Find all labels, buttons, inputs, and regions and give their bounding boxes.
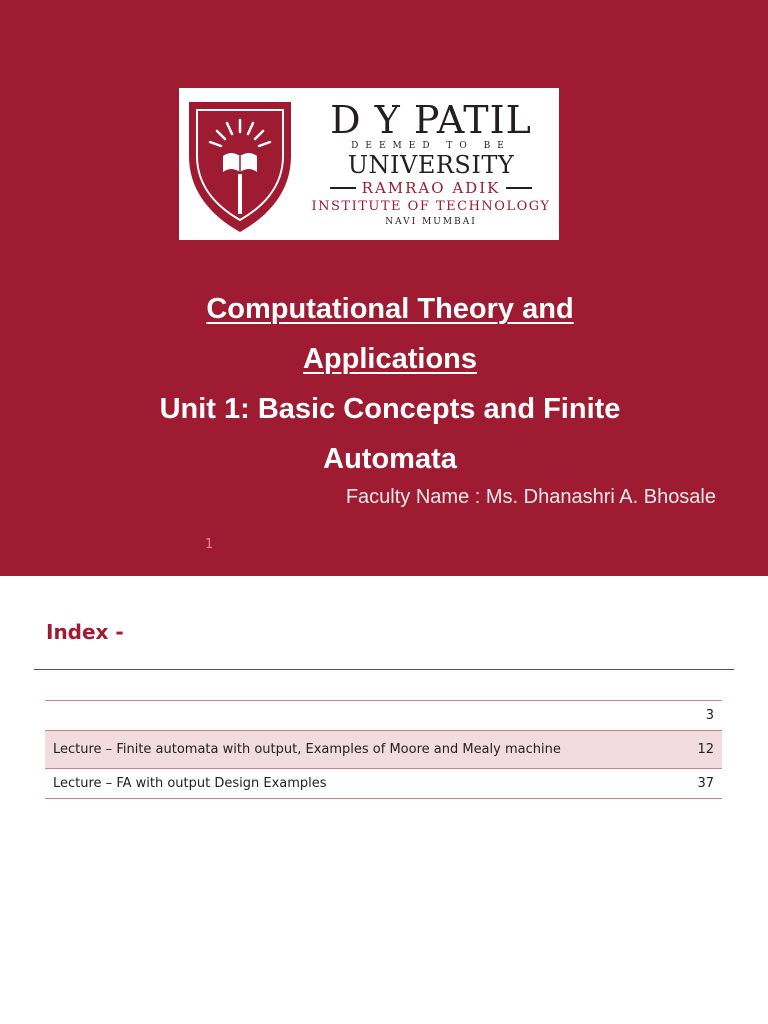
- index-row[interactable]: [45, 769, 722, 799]
- logo-ramrao: RAMRAO ADIK: [307, 178, 555, 198]
- index-row-page: 3: [705, 708, 714, 723]
- logo-wordmark: [307, 100, 555, 228]
- divider: [34, 669, 734, 670]
- university-logo: [179, 88, 559, 240]
- index-heading: Index -: [46, 620, 124, 644]
- index-row-page: 12: [697, 742, 714, 757]
- slide-title: [60, 284, 720, 484]
- slide-number: 1: [205, 537, 214, 552]
- title-line-1: Computational Theory and: [206, 293, 574, 325]
- logo-university: UNIVERSITY: [347, 151, 515, 179]
- index-table: [45, 700, 722, 799]
- index-row-label: Lecture – FA with output Design Examples: [53, 776, 327, 791]
- index-row-page: 37: [697, 776, 714, 791]
- subtitle-line-1: Unit 1: Basic Concepts and Finite: [159, 393, 621, 425]
- title-line-2: Applications: [302, 343, 477, 375]
- faculty-name: Faculty Name : Ms. Dhanashri A. Bhosale: [345, 486, 716, 508]
- index-row[interactable]: [45, 731, 722, 769]
- logo-deemed: DEEMED TO BE: [351, 141, 511, 151]
- subtitle-line-2: Automata: [323, 443, 457, 475]
- index-row-label: Lecture – Finite automata with output, Examples of Moore and Mealy machine: [53, 742, 561, 757]
- shield-crest-icon: [185, 94, 295, 234]
- logo-institute: INSTITUTE OF TECHNOLOGY: [311, 199, 551, 214]
- logo-location: NAVI MUMBAI: [385, 217, 477, 227]
- index-row[interactable]: [45, 701, 722, 731]
- logo-name: D Y PATIL: [330, 98, 532, 142]
